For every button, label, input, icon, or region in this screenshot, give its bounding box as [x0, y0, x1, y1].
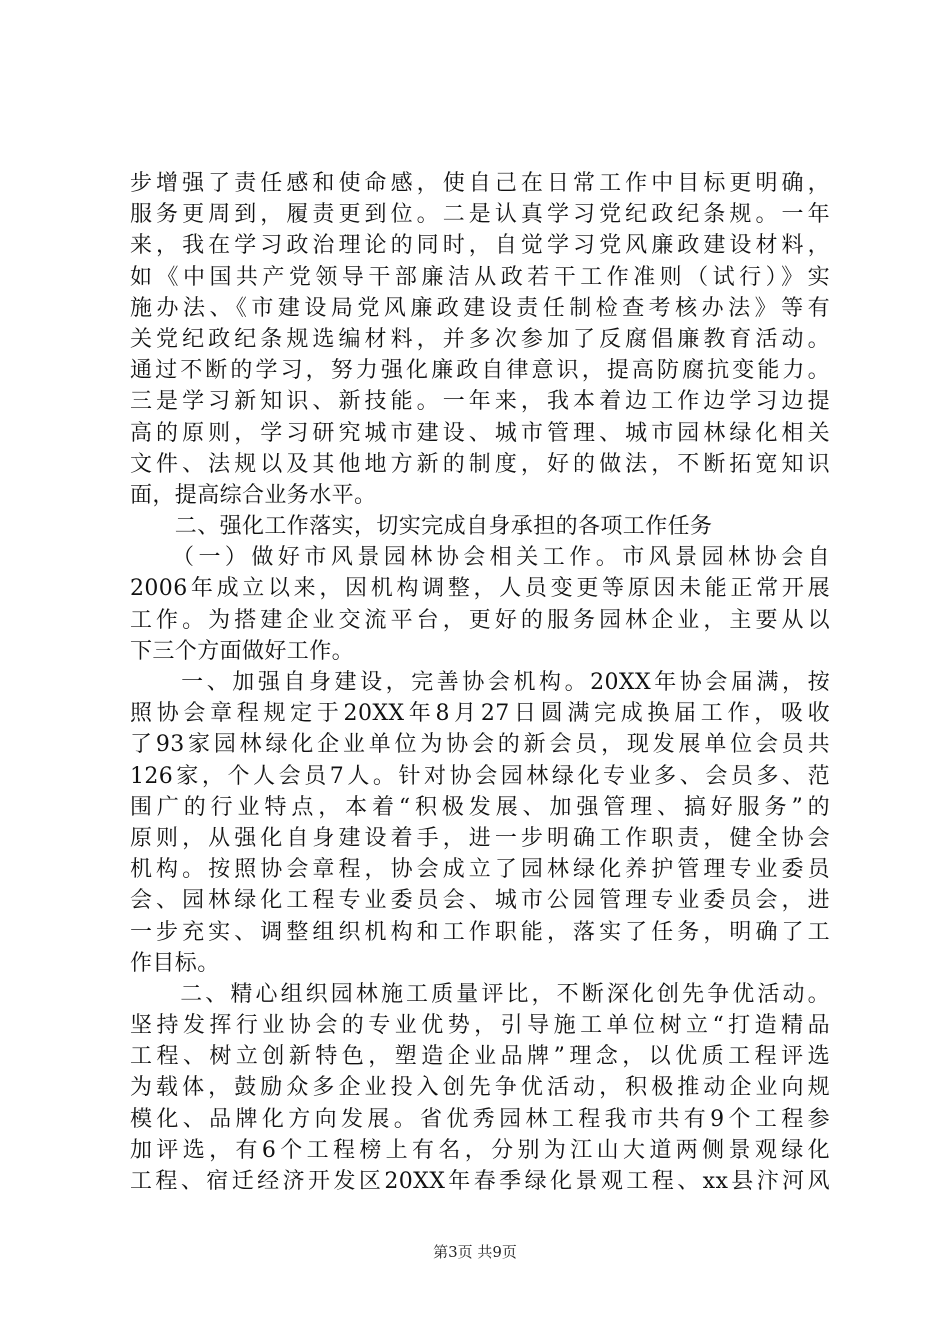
text-line: 一步充实、调整组织机构和工作职能，落实了任务，明确了工	[130, 919, 830, 945]
text-line: 会、园林绿化工程专业委员会、城市公园管理专业委员会，进	[130, 888, 830, 914]
text-line: 服务更周到，履责更到位。二是认真学习党纪政纪条规。一年	[130, 202, 830, 228]
text-line: 下三个方面做好工作。	[130, 638, 355, 664]
text-line: 二、精心组织园林施工质量评比，不断深化创先争优活动。	[130, 981, 830, 1007]
text-line: 坚持发挥行业协会的专业优势，引导施工单位树立“打造精品	[130, 1013, 830, 1039]
text-line: 三是学习新知识、新技能。一年来，我本着边工作边学习边提	[130, 389, 830, 415]
text-line: 加评选，有6个工程榜上有名，分别为江山大道两侧景观绿化	[130, 1137, 830, 1163]
text-line: 一、加强自身建设，完善协会机构。20XX年协会届满，按	[130, 670, 830, 695]
text-line: 2006年成立以来，因机构调整，人员变更等原因未能正常开展	[130, 576, 830, 602]
text-line: 施办法、《市建设局党风廉政建设责任制检查考核办法》等有	[130, 295, 830, 321]
text-line: 高的原则，学习研究城市建设、城市管理、城市园林绿化相关	[130, 420, 830, 446]
text-line: 126家，个人会员7人。针对协会园林绿化专业多、会员多、范	[130, 763, 830, 789]
text-line: 工程、树立创新特色，塑造企业品牌”理念，以优质工程评选	[130, 1044, 830, 1070]
text-line: 如《中国共产党领导干部廉洁从政若干工作准则（试行）》实	[130, 264, 830, 290]
page-footer	[0, 1242, 950, 1262]
text-line: 关党纪政纪条规选编材料，并多次参加了反腐倡廉教育活动。	[130, 326, 830, 352]
text-line: 了93家园林绿化企业单位为协会的新会员，现发展单位会员共	[130, 732, 830, 758]
text-line: 面，提高综合业务水平。	[130, 482, 377, 508]
body-text	[130, 168, 830, 1197]
text-line: （一）做好市风景园林协会相关工作。市风景园林协会自	[130, 545, 830, 571]
text-line: 文件、法规以及其他地方新的制度，好的做法，不断拓宽知识	[130, 451, 830, 477]
text-line: 为载体，鼓励众多企业投入创先争优活动，积极推动企业向规	[130, 1075, 830, 1101]
text-line: 模化、品牌化方向发展。省优秀园林工程我市共有9个工程参	[130, 1106, 830, 1132]
text-line: 机构。按照协会章程，协会成立了园林绿化养护管理专业委员	[130, 857, 830, 883]
text-line: 工程、宿迁经济开发区20XX年春季绿化景观工程、xx县汴河风	[130, 1169, 830, 1194]
text-line: 作目标。	[130, 950, 220, 976]
text-line: 围广的行业特点，本着“积极发展、加强管理、搞好服务”的	[130, 794, 830, 820]
text-line: 工作。为搭建企业交流平台，更好的服务园林企业，主要从以	[130, 607, 830, 633]
text-line: 步增强了责任感和使命感，使自己在日常工作中目标更明确，	[130, 171, 830, 196]
text-line: 照协会章程规定于20XX年8月27日圆满完成换届工作，吸收	[130, 701, 830, 727]
text-line: 来，我在学习政治理论的同时，自觉学习党风廉政建设材料，	[130, 233, 830, 259]
text-line: 通过不断的学习，努力强化廉政自律意识，提高防腐抗变能力。	[130, 358, 830, 384]
text-line: 原则，从强化自身建设着手，进一步明确工作职责，健全协会	[130, 825, 830, 851]
page-number-label: 第3页 共9页	[433, 1243, 517, 1261]
section-heading: 二、强化工作落实，切实完成自身承担的各项工作任务	[130, 514, 713, 540]
